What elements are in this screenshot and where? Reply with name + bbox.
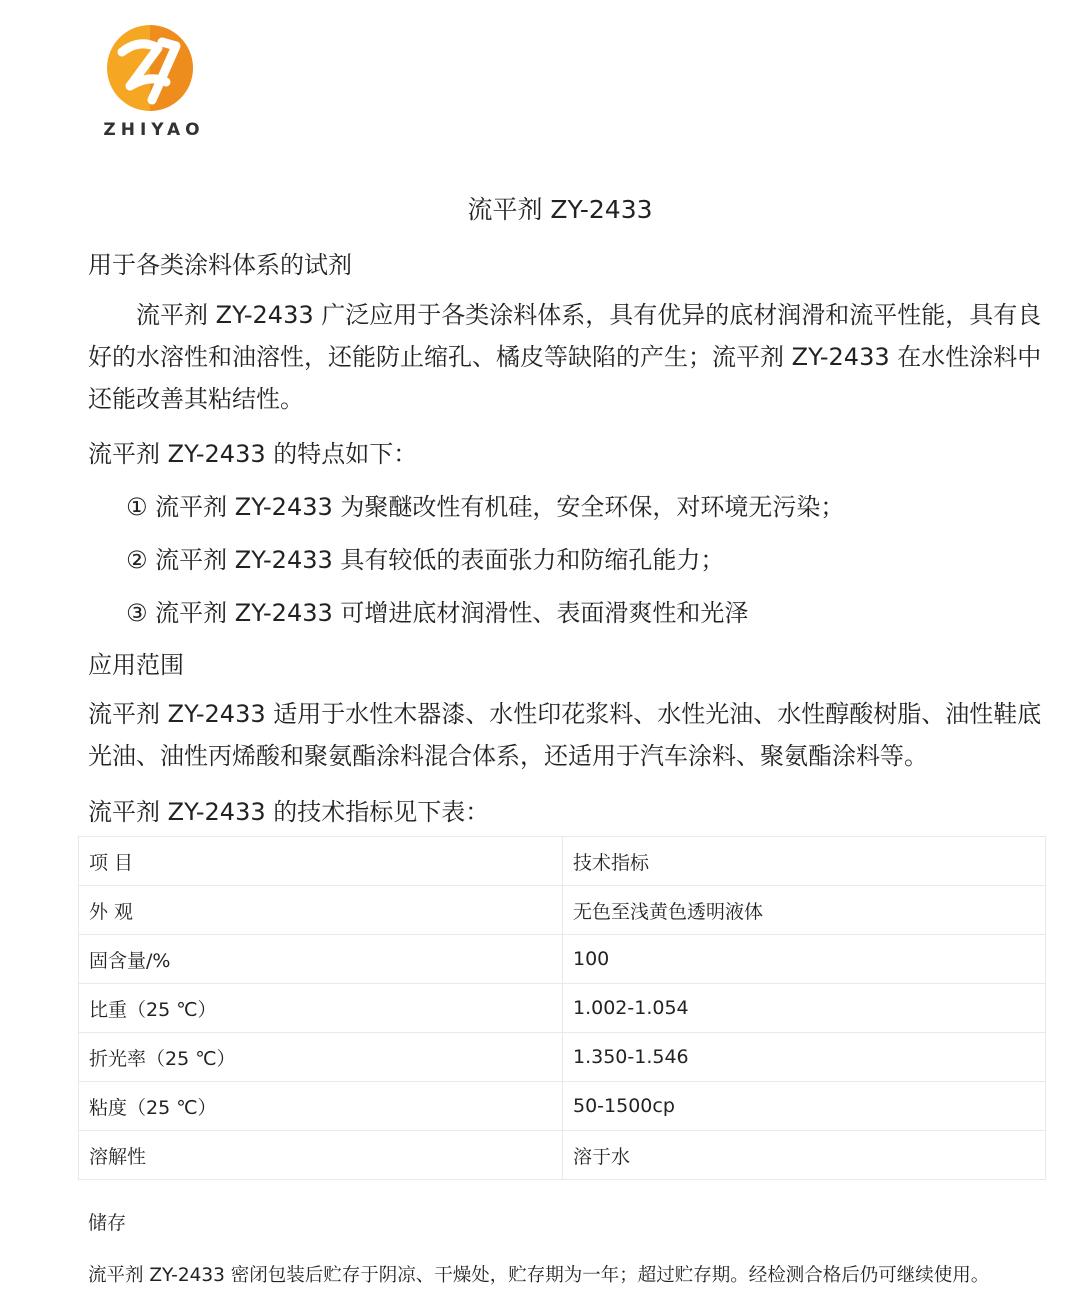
table-cell-item: 粘度（25 ℃） xyxy=(79,1082,563,1131)
subtitle: 用于各类涂料体系的试剂 xyxy=(88,251,352,279)
intro-paragraph: 流平剂 ZY-2433 广泛应用于各类涂料体系，具有优异的底材润滑和流平性能，具有良好的水溶性和油溶性，还能防止缩孔、橘皮等缺陷的产生；流平剂 ZY-2433 在水性涂料中还能改善其粘结性。 xyxy=(88,301,1042,413)
table-cell-item: 外 观 xyxy=(79,886,563,935)
table-header-row xyxy=(79,837,1046,886)
table-cell-value: 无色至浅黄色透明液体 xyxy=(563,886,1046,935)
table-cell-item: 比重（25 ℃） xyxy=(79,984,563,1033)
table-row xyxy=(79,1033,1046,1082)
application-heading: 应用范围 xyxy=(88,651,184,679)
storage-heading: 储存 xyxy=(88,1212,127,1234)
logo-brand-text: ZHIYAO xyxy=(103,120,205,140)
table-cell-item: 溶解性 xyxy=(79,1131,563,1180)
feature-item: ① 流平剂 ZY-2433 为聚醚改性有机硅，安全环保，对环境无污染； xyxy=(126,493,845,521)
page-title: 流平剂 ZY-2433 xyxy=(467,195,653,224)
table-cell-value: 1.002-1.054 xyxy=(563,984,1046,1033)
storage-text: 流平剂 ZY-2433 密闭包装后贮存于阴凉、干燥处，贮存期为一年；超过贮存期。经检测合格后仍可继续使用。 xyxy=(88,1265,990,1286)
spec-table xyxy=(78,836,1046,1180)
table-row xyxy=(79,886,1046,935)
table-row xyxy=(79,984,1046,1033)
application-paragraph: 流平剂 ZY-2433 适用于水性木器漆、水性印花浆料、水性光油、水性醇酸树脂、油性鞋底光油、油性丙烯酸和聚氨酯涂料混合体系，还适用于汽车涂料、聚氨酯涂料等。 xyxy=(88,700,1042,770)
table-cell-value: 50-1500cp xyxy=(563,1082,1046,1131)
table-cell-item: 固含量/% xyxy=(79,935,563,984)
table-row xyxy=(79,1131,1046,1180)
zhiyao-logo xyxy=(94,22,214,142)
zy-logo-icon xyxy=(100,22,200,118)
table-header-cell: 技术指标 xyxy=(563,837,1046,886)
features-heading: 流平剂 ZY-2433 的特点如下： xyxy=(88,440,418,468)
table-row xyxy=(79,935,1046,984)
feature-item: ③ 流平剂 ZY-2433 可增进底材润滑性、表面滑爽性和光泽 xyxy=(126,599,749,627)
table-row xyxy=(79,1082,1046,1131)
spec-heading: 流平剂 ZY-2433 的技术指标见下表： xyxy=(88,798,490,826)
table-cell-item: 折光率（25 ℃） xyxy=(79,1033,563,1082)
table-header-cell: 项 目 xyxy=(79,837,563,886)
feature-item: ② 流平剂 ZY-2433 具有较低的表面张力和防缩孔能力； xyxy=(126,546,725,574)
table-cell-value: 1.350-1.546 xyxy=(563,1033,1046,1082)
table-cell-value: 溶于水 xyxy=(563,1131,1046,1180)
table-cell-value: 100 xyxy=(563,935,1046,984)
